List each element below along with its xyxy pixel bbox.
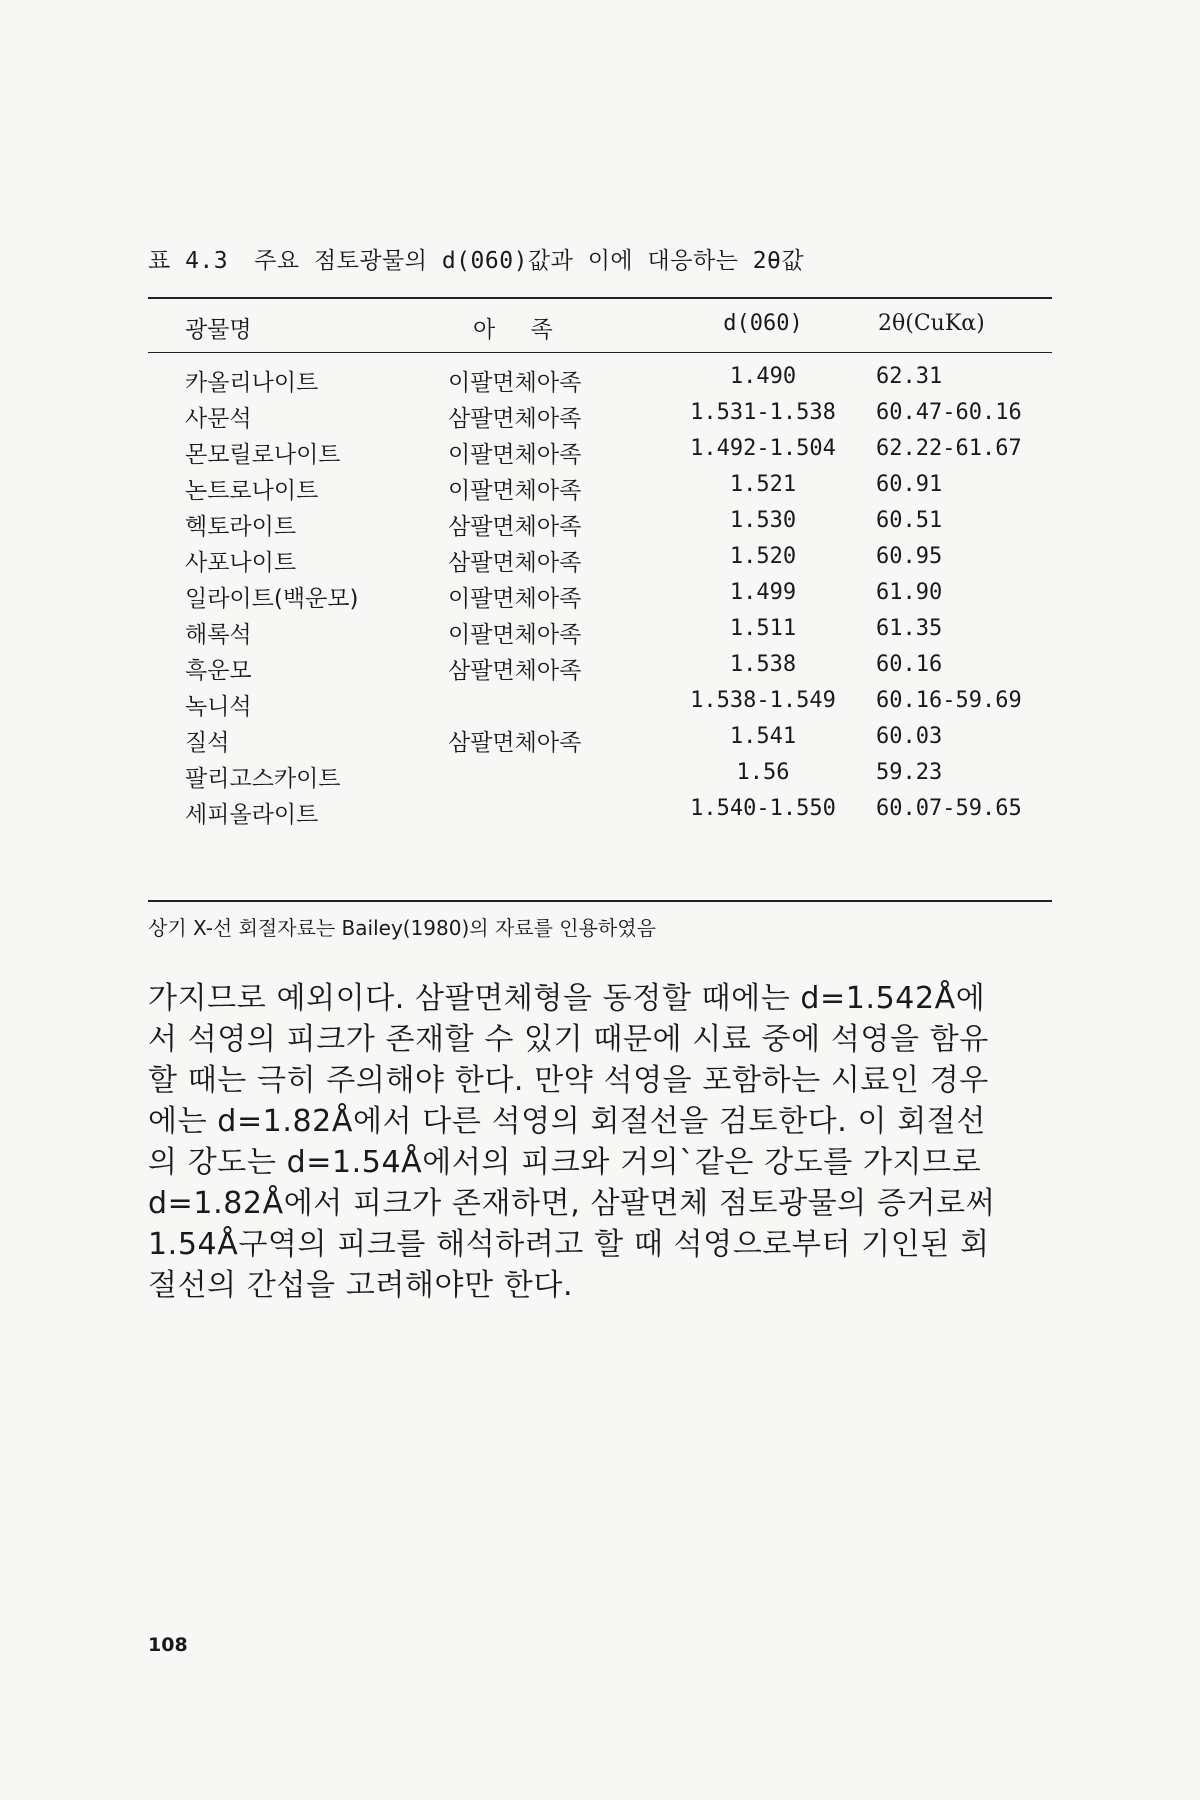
mineral-name: 카올리나이트 — [185, 370, 319, 396]
d060-value: 1.538-1.549 — [690, 688, 836, 713]
two-theta-value: 60.16 — [876, 652, 943, 677]
table-header-row — [148, 311, 1052, 351]
header-d060: d(060) — [723, 311, 803, 336]
body-line: 절선의 간섭을 고려해야만 한다. — [148, 1268, 574, 1303]
table-row — [148, 508, 1052, 548]
header-two-theta: 2θ(CuKα) — [878, 311, 985, 336]
two-theta-value: 60.07-59.65 — [876, 796, 1022, 821]
two-theta-value: 62.22-61.67 — [876, 436, 1022, 461]
two-theta-value: 60.95 — [876, 544, 943, 569]
two-theta-value: 60.91 — [876, 472, 943, 497]
subgroup: 삼팔면체아족 — [448, 730, 582, 756]
d060-value: 1.538 — [729, 652, 797, 677]
subgroup: 삼팔면체아족 — [448, 406, 582, 432]
body-line: d=1.82Å에서 피크가 존재하면, 삼팔면체 점토광물의 증거로써 — [148, 1186, 996, 1221]
mineral-name: 사문석 — [185, 406, 252, 432]
two-theta-value: 62.31 — [876, 364, 943, 389]
two-theta-value: 61.35 — [876, 616, 943, 641]
d060-value: 1.490 — [729, 364, 797, 389]
table-bottom-rule — [148, 900, 1052, 902]
table-title: 주요 점토광물의 d(060)값과 이에 대응하는 2θ값 — [254, 248, 805, 274]
subgroup: 이팔면체아족 — [448, 370, 582, 396]
d060-value: 1.530 — [729, 508, 797, 533]
table-number: 표 4.3 — [148, 248, 229, 274]
table-row — [148, 652, 1052, 692]
table-row — [148, 796, 1052, 836]
mineral-name: 사포나이트 — [185, 550, 297, 576]
body-line: 가지므로 예외이다. 삼팔면체형을 동정할 때에는 d=1.542Å에 — [148, 981, 986, 1016]
subgroup: 이팔면체아족 — [448, 478, 582, 504]
body-line: 할 때는 극히 주의해야 한다. 만약 석영을 포함하는 시료인 경우 — [148, 1063, 989, 1098]
subgroup: 삼팔면체아족 — [448, 514, 582, 540]
mineral-name: 해록석 — [185, 622, 252, 648]
d060-value: 1.521 — [729, 472, 797, 497]
d060-value: 1.531-1.538 — [690, 400, 836, 425]
header-subgroup: 아 족 — [473, 317, 567, 343]
table-row — [148, 400, 1052, 440]
d060-value: 1.492-1.504 — [690, 436, 836, 461]
two-theta-value: 61.90 — [876, 580, 943, 605]
mineral-name: 일라이트(백운모) — [185, 586, 359, 612]
d060-value: 1.511 — [729, 616, 797, 641]
two-theta-value: 59.23 — [876, 760, 943, 785]
body-line: 1.54Å구역의 피크를 해석하려고 할 때 석영으로부터 기인된 회 — [148, 1227, 990, 1262]
two-theta-value: 60.16-59.69 — [876, 688, 1022, 713]
header-mineral-name: 광물명 — [185, 317, 252, 343]
mineral-name: 세피올라이트 — [185, 802, 319, 828]
page-number: 108 — [148, 1634, 188, 1656]
table-source-note: 상기 X-선 회절자료는 Bailey(1980)의 자료를 인용하였음 — [148, 916, 656, 940]
mineral-name: 팔리고스카이트 — [185, 766, 341, 792]
body-line: 의 강도는 d=1.54Å에서의 피크와 거의`같은 강도를 가지므로 — [148, 1145, 982, 1180]
table-row — [148, 472, 1052, 512]
body-paragraph — [148, 978, 1058, 1306]
d060-value: 1.520 — [729, 544, 797, 569]
two-theta-value: 60.47-60.16 — [876, 400, 1022, 425]
d060-value: 1.541 — [729, 724, 797, 749]
mineral-name: 몬모릴로나이트 — [185, 442, 341, 468]
mineral-name: 질석 — [185, 730, 230, 756]
subgroup: 이팔면체아족 — [448, 586, 582, 612]
d060-value: 1.499 — [729, 580, 797, 605]
two-theta-value: 60.51 — [876, 508, 943, 533]
body-line: 에는 d=1.82Å에서 다른 석영의 회절선을 검토한다. 이 회절선 — [148, 1104, 986, 1139]
table-row — [148, 364, 1052, 404]
d060-value: 1.540-1.550 — [690, 796, 836, 821]
table-row — [148, 724, 1052, 764]
table-top-rule — [148, 297, 1052, 299]
subgroup: 삼팔면체아족 — [448, 550, 582, 576]
subgroup: 삼팔면체아족 — [448, 658, 582, 684]
subgroup: 이팔면체아족 — [448, 442, 582, 468]
table-row — [148, 688, 1052, 728]
mineral-name: 녹니석 — [185, 694, 252, 720]
table-caption — [148, 242, 1068, 275]
mineral-name: 헥토라이트 — [185, 514, 297, 540]
table-row — [148, 580, 1052, 620]
d060-value: 1.56 — [736, 760, 790, 785]
mineral-name: 흑운모 — [185, 658, 252, 684]
subgroup: 이팔면체아족 — [448, 622, 582, 648]
table-row — [148, 436, 1052, 476]
body-line: 서 석영의 피크가 존재할 수 있기 때문에 시료 중에 석영을 함유 — [148, 1022, 989, 1057]
table-header-rule — [148, 352, 1052, 353]
table-row — [148, 616, 1052, 656]
table-row — [148, 544, 1052, 584]
two-theta-value: 60.03 — [876, 724, 943, 749]
table-row — [148, 760, 1052, 800]
mineral-name: 논트로나이트 — [185, 478, 319, 504]
